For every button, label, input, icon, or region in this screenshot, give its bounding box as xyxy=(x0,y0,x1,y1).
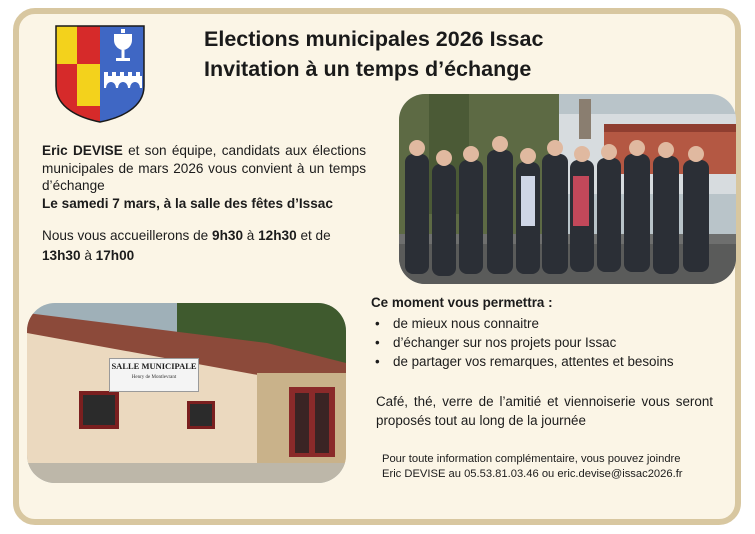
morning-start: 9h30 xyxy=(212,228,243,243)
hall-sign-title: SALLE MUNICIPALE xyxy=(111,361,197,371)
title-line-2: Invitation à un temps d’échange xyxy=(204,57,532,81)
candidate-name: Eric DEVISE xyxy=(42,143,123,158)
opening-hours xyxy=(42,226,368,266)
hall-sign-subtitle: Henry de Montlevrant xyxy=(131,375,177,380)
intro-paragraph xyxy=(42,142,366,212)
refreshments-text: Café, thé, verre de l’amitié et viennoiserie vous seront proposés tout au long de la journée xyxy=(376,394,713,428)
event-date: Le samedi 7 mars, à la salle des fêtes d’Issac xyxy=(42,195,333,211)
intro-text: et son équipe, candidats aux élections municipales de mars 2026 vous convient à un temps d’échange xyxy=(42,143,366,193)
benefits-section xyxy=(371,293,716,371)
list-item: • de mieux nous connaitre xyxy=(371,314,716,333)
page-title xyxy=(204,24,543,84)
afternoon-end: 17h00 xyxy=(95,248,135,263)
hall-sign xyxy=(109,358,199,392)
team-photo xyxy=(399,94,736,284)
benefits-list xyxy=(371,314,716,371)
morning-end: 12h30 xyxy=(258,228,297,243)
coat-of-arms-icon xyxy=(54,24,146,124)
hours-prefix: Nous vous accueillerons de xyxy=(42,228,213,243)
hours-sep-1: à xyxy=(243,228,259,243)
hours-sep-3: à xyxy=(80,248,96,263)
benefits-heading: Ce moment vous permettra : xyxy=(371,295,553,310)
afternoon-start: 13h30 xyxy=(42,248,81,263)
title-line-1: Elections municipales 2026 Issac xyxy=(204,27,544,51)
list-item: • d’échanger sur nos projets pour Issac xyxy=(371,333,716,352)
hall-photo xyxy=(27,303,346,483)
hours-sep-2: et de xyxy=(296,228,331,243)
contact-line-2: Eric DEVISE au 05.53.81.03.46 ou eric.devise@issac2026.fr xyxy=(382,468,683,480)
contact-line-1: Pour toute information complémentaire, vous pouvez joindre xyxy=(382,453,681,465)
contact-info xyxy=(382,452,722,482)
list-item: • de partager vos remarques, attentes et besoins xyxy=(371,352,716,371)
